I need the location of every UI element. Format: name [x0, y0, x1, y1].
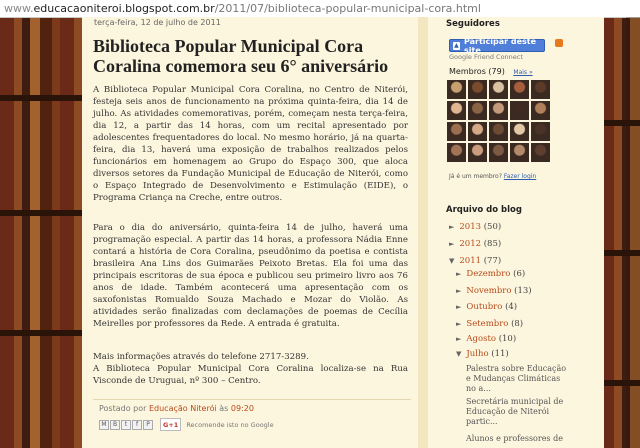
archive-month-link[interactable]: Dezembro	[466, 269, 511, 279]
expand-arrow-icon[interactable]: ►	[456, 270, 462, 278]
login-link[interactable]: Fazer login	[503, 173, 537, 180]
page-scrollbar[interactable]	[626, 17, 640, 448]
email-icon[interactable]: M	[99, 420, 109, 430]
member-avatar[interactable]	[489, 80, 508, 99]
already-member	[449, 173, 536, 180]
post-paragraph: Mais informações através do telefone 2717-3289.	[93, 352, 309, 362]
post-paragraph: Para o dia do aniversário, quinta-feira 14 de julho, haverá uma programação especial. A partir das 14 horas, a professora Nádia Enne contará a história de Cora Coralina, pseudônimo da poetisa e contista brasileira Ana Lins dos Guimarães Peixoto Bretas. Ela foi uma das principais escritoras de sua época e publicou seu primeiro livro aos 76 anos de idade. Também acontecerá uma apresentação com os saxofonistas Romualdo Souza Machado e Mozar do Violão. As atividades serão finalizadas com declamações de poemas de Cecília Meirelles por professores da Rede. A entrada é gratuita.	[93, 223, 408, 329]
archive-post-link[interactable]: Alunos e professores de	[466, 434, 563, 443]
archive-year[interactable]	[449, 239, 501, 249]
author-link[interactable]: Educação Niterói	[148, 404, 217, 413]
member-avatar[interactable]	[510, 101, 529, 120]
url-path: /2011/07/biblioteca-popular-municipal-cora.html	[214, 2, 481, 15]
archive-year-link[interactable]: 2013	[459, 222, 482, 232]
member-avatar[interactable]	[447, 101, 466, 120]
follow-button-label: Participar deste site	[463, 36, 537, 55]
archive-count: (6)	[513, 269, 526, 279]
member-avatar[interactable]	[510, 122, 529, 141]
post-paragraph: A Biblioteca Popular Municipal Cora Coralina localiza-se na Rua Visconde de Uruguai, nº 300 – Centro.	[93, 364, 408, 386]
archive-month[interactable]	[456, 269, 525, 279]
archive-month[interactable]	[456, 334, 516, 344]
member-avatar[interactable]	[531, 101, 550, 120]
member-avatars	[447, 80, 549, 162]
share-bar	[99, 418, 274, 431]
expand-arrow-icon[interactable]: ►	[456, 335, 462, 343]
expand-arrow-icon[interactable]: ►	[456, 303, 462, 311]
archive-count: (85)	[483, 239, 502, 249]
collapse-arrow-icon[interactable]: ▼	[449, 257, 455, 265]
gfc-note: Google Friend Connect	[449, 53, 523, 61]
member-avatar[interactable]	[468, 122, 487, 141]
archive-count: (4)	[505, 302, 518, 312]
members-label: Membros (79)	[449, 67, 505, 76]
member-avatar[interactable]	[531, 143, 550, 162]
archive-heading: Arquivo do blog	[446, 205, 522, 215]
archive-year-link[interactable]: 2012	[459, 239, 482, 249]
member-avatar[interactable]	[510, 80, 529, 99]
already-member-label: Já é um membro?	[449, 173, 502, 180]
expand-arrow-icon[interactable]: ►	[456, 287, 462, 295]
archive-year-link[interactable]: 2011	[459, 256, 482, 266]
member-avatar[interactable]	[447, 143, 466, 162]
archive-month[interactable]	[456, 302, 517, 312]
member-avatar[interactable]	[531, 122, 550, 141]
facebook-icon[interactable]: f	[132, 420, 142, 430]
archive-year[interactable]	[449, 222, 501, 232]
member-avatar[interactable]	[531, 80, 550, 99]
archive-month[interactable]	[456, 286, 532, 296]
archive-post-link[interactable]: Palestra sobre Educação e Mudanças Climáticas no a...	[466, 364, 567, 393]
bookshelf-decoration	[0, 95, 82, 101]
member-avatar[interactable]	[468, 101, 487, 120]
column-divider	[418, 17, 428, 448]
archive-count: (10)	[498, 334, 517, 344]
posted-at-label: às	[219, 404, 229, 413]
member-avatar[interactable]	[489, 122, 508, 141]
archive-month-link[interactable]: Julho	[466, 349, 489, 359]
archive-month[interactable]	[456, 349, 509, 359]
pinterest-icon[interactable]: P	[143, 420, 153, 430]
google-plus-one-button[interactable]: G+1	[160, 418, 181, 431]
gfc-logo-icon: ▲	[454, 42, 459, 49]
archive-post-link[interactable]: Secretária municipal de Educação de Niterói partic...	[466, 397, 564, 426]
archive-count: (13)	[514, 286, 532, 296]
address-bar[interactable]	[0, 0, 640, 18]
archive-month-link[interactable]: Novembro	[466, 286, 512, 296]
archive-count: (11)	[491, 349, 509, 359]
archive-month-link[interactable]: Outubro	[466, 302, 503, 312]
twitter-icon[interactable]: t	[121, 420, 131, 430]
follow-button[interactable]	[449, 36, 545, 55]
archive-count: (77)	[483, 256, 502, 266]
url-host: educacaoniteroi.blogspot.com.br	[33, 2, 215, 15]
member-avatar[interactable]	[489, 101, 508, 120]
more-members-link[interactable]: Mais »	[513, 69, 533, 76]
member-avatar[interactable]	[447, 122, 466, 141]
post-time-link[interactable]: 09:20	[230, 404, 254, 413]
archive-count: (50)	[483, 222, 502, 232]
post-title[interactable]: Biblioteca Popular Municipal Cora Coralina comemora seu 6° aniversário	[93, 36, 389, 76]
posted-by	[99, 404, 254, 413]
expand-arrow-icon[interactable]: ►	[449, 223, 455, 231]
member-avatar[interactable]	[468, 80, 487, 99]
recommend-text: Recomende isto no Google	[186, 420, 274, 429]
archive-count: (8)	[511, 319, 524, 329]
blogthis-icon[interactable]: B	[110, 420, 120, 430]
archive-month-link[interactable]: Agosto	[466, 334, 496, 344]
url-www: www.	[4, 2, 34, 15]
member-avatar[interactable]	[510, 143, 529, 162]
expand-arrow-icon[interactable]: ►	[449, 240, 455, 248]
archive-month-link[interactable]: Setembro	[466, 319, 509, 329]
member-avatar[interactable]	[468, 143, 487, 162]
followers-heading: Seguidores	[446, 19, 500, 29]
bookshelf-decoration	[0, 210, 82, 216]
member-avatar[interactable]	[489, 143, 508, 162]
member-avatar[interactable]	[447, 80, 466, 99]
expand-arrow-icon[interactable]: ►	[456, 320, 462, 328]
post-date: terça-feira, 12 de julho de 2011	[94, 18, 221, 27]
post-footer	[93, 399, 411, 436]
members-count	[449, 67, 533, 76]
post-paragraph: A Biblioteca Popular Municipal Cora Coralina, no Centro de Niterói, festeja seis anos de funcionamento na próxima quinta-feira, dia 14 de julho. As atividades comemorativas, porém, começam nesta terça-feira, dia 12, a partir das 14 horas, com um recital apresentado por adolescentes frequentadores do local. No mesmo horário, já na quarta-feira, dia 13, haverá uma exposição de trabalhos realizados pelos funcionários em homenagem ao Grupo do Espaço 300, que aloca diversos setores da Fundação Municipal de Educação de Niterói, como o Espaço Integrado de Desenvolvimento e Estimulação (EIDE), o Programa Criança na Creche, entre outros.	[93, 85, 408, 203]
collapse-arrow-icon[interactable]: ▼	[456, 350, 462, 358]
posted-by-label: Postado por	[99, 404, 147, 413]
bookshelf-decoration	[0, 330, 82, 336]
archive-year[interactable]	[449, 256, 501, 266]
rss-icon[interactable]	[555, 39, 563, 47]
archive-month[interactable]	[456, 319, 523, 329]
